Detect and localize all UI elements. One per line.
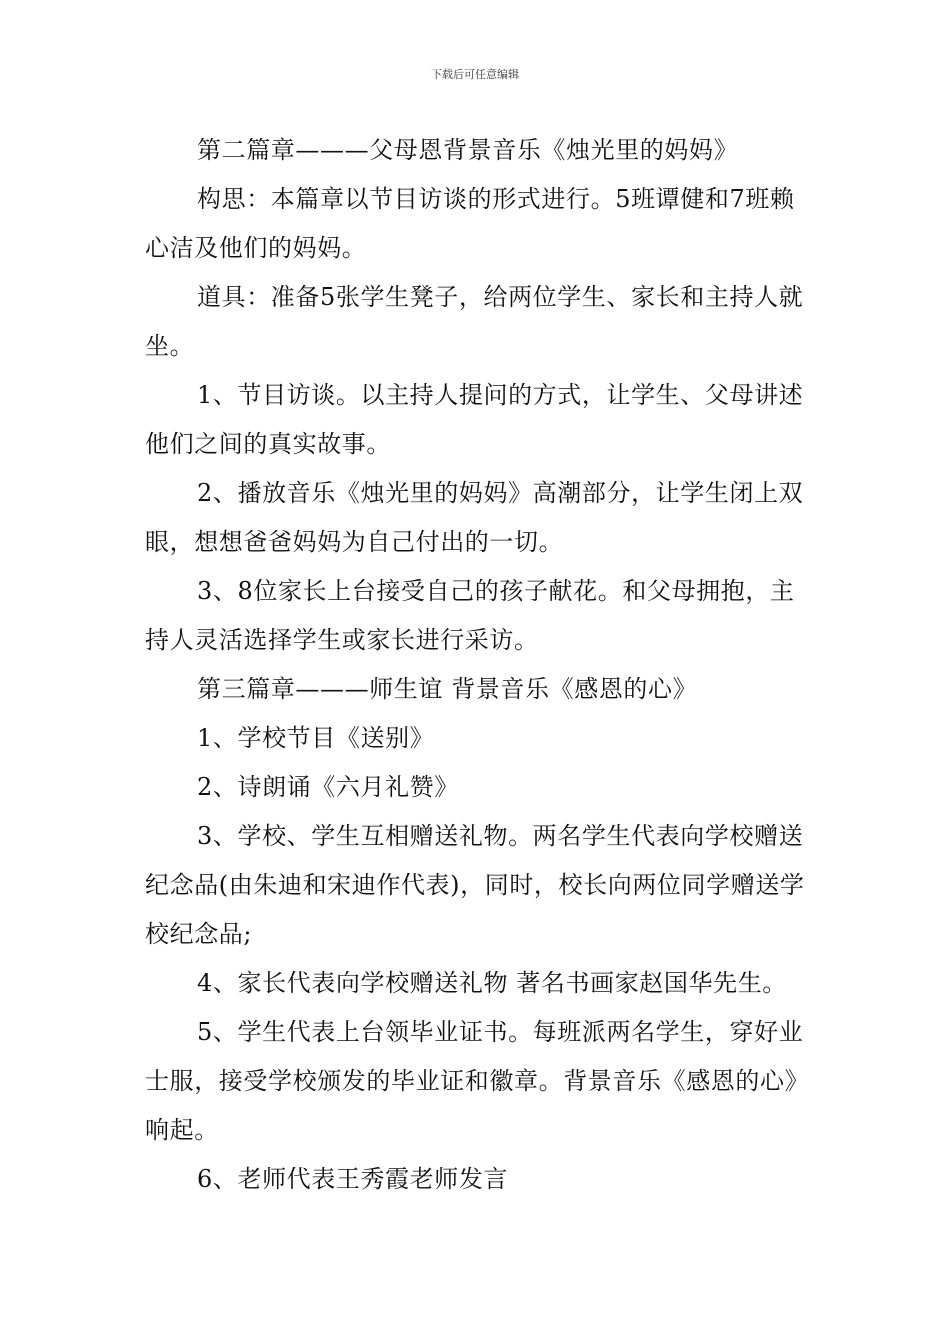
props-paragraph: 道具：准备5张学生凳子，给两位学生、家长和主持人就坐。	[145, 283, 804, 360]
chapter-two-item-3: 3、8位家长上台接受自己的孩子献花。和父母拥抱，主持人灵活选择学生或家长进行采访。	[145, 577, 795, 654]
chapter-three-item-1: 1、学校节目《送别》	[197, 724, 435, 752]
chapter-three-item-3: 3、学校、学生互相赠送礼物。两名学生代表向学校赠送纪念品(由朱迪和宋迪作代表)，同时，校长向两位同学赠送学校纪念品;	[145, 822, 805, 948]
chapter-three-item-6: 6、老师代表王秀霞老师发言	[197, 1165, 509, 1193]
chapter-two-item-2: 2、播放音乐《烛光里的妈妈》高潮部分，让学生闭上双眼，想想爸爸妈妈为自己付出的一切。	[145, 479, 804, 556]
concept-paragraph: 构思：本篇章以节目访谈的形式进行。5班谭健和7班赖心洁及他们的妈妈。	[145, 185, 795, 262]
chapter-two-heading: 第二篇章———父母恩背景音乐《烛光里的妈妈》	[197, 136, 739, 164]
document-body	[145, 126, 811, 1204]
header-note: 下载后可任意编辑	[431, 68, 519, 81]
chapter-two-item-1: 1、节目访谈。以主持人提问的方式，让学生、父母讲述他们之间的真实故事。	[145, 381, 804, 458]
chapter-three-heading: 第三篇章———师生谊 背景音乐《感恩的心》	[197, 675, 698, 703]
chapter-three-item-4: 4、家长代表向学校赠送礼物 著名书画家赵国华先生。	[197, 969, 787, 997]
chapter-three-item-2: 2、诗朗诵《六月礼赞》	[197, 773, 459, 801]
chapter-three-item-5: 5、学生代表上台领毕业证书。每班派两名学生，穿好业士服，接受学校颁发的毕业证和徽章。背景音乐《感恩的心》响起。	[145, 1018, 810, 1144]
